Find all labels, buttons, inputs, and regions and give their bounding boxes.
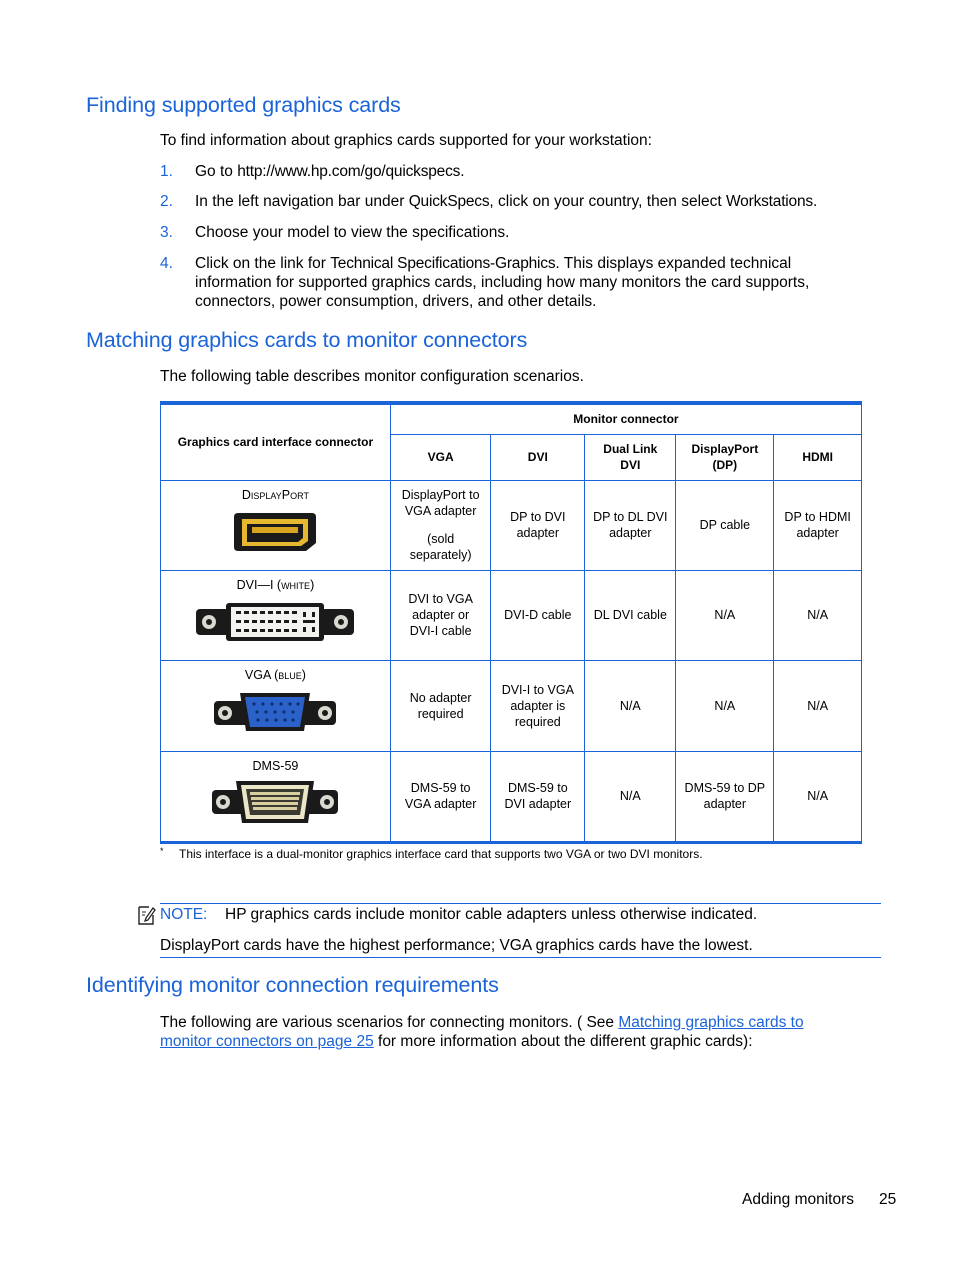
table-cell: N/A: [774, 570, 862, 660]
connector-cell-vga: [161, 660, 391, 751]
note-label: NOTE:: [160, 906, 208, 923]
sold-separately-note: (sold separately): [409, 532, 472, 562]
list-text: Go to: [195, 163, 238, 180]
heading-finding-supported-graphics-cards: Finding supported graphics cards: [86, 93, 401, 117]
quickspecs-term: QuickSpecs: [408, 193, 490, 210]
list-text: , click on your country, then select: [489, 193, 727, 210]
table-cell: N/A: [585, 660, 676, 751]
table-row: [161, 660, 862, 751]
table-cell: N/A: [676, 570, 774, 660]
workstations-term: Workstations: [726, 193, 813, 210]
list-number: 2.: [160, 193, 173, 210]
connector-table: [160, 401, 862, 844]
note-text-1: HP graphics cards include monitor cable adapters unless otherwise indicated.: [225, 906, 758, 923]
list-text: . This displays expanded technical information for supported graphics cards, including how many monitors the card supports, connectors, power consumption, drivers, and other details.: [195, 255, 810, 310]
identifying-intro: The following are various scenarios for connecting monitors. ( See Matching graphics cards to monitor connectors on page 25 for more information about the different graphic cards):: [160, 1014, 804, 1050]
table-cell: N/A: [774, 751, 862, 842]
connector-cell-dvi: [161, 570, 391, 660]
table-cell: DP to HDMI adapter: [774, 480, 862, 570]
table-cell: DP to DVI adapter: [491, 480, 585, 570]
connector-cell-displayport: [161, 480, 391, 570]
finding-intro: To find information about graphics cards supported for your workstation:: [160, 132, 652, 149]
vga-connector-icon: [212, 689, 338, 735]
corner-header: Graphics card interface connector: [161, 403, 391, 480]
note-text-2: DisplayPort cards have the highest performance; VGA graphics cards have the lowest.: [160, 937, 753, 954]
table-cell: N/A: [774, 660, 862, 751]
table-cell: DVI-D cable: [491, 570, 585, 660]
page-number: 25: [879, 1191, 897, 1208]
list-text: Click on the link for: [195, 255, 331, 272]
matching-intro: The following table describes monitor configuration scenarios.: [160, 368, 584, 385]
table-cell: No adapter required: [390, 660, 491, 751]
matching-section-link[interactable]: Matching graphics cards to monitor connectors on page 25: [160, 1014, 804, 1050]
connector-label: DisplayPort: [241, 487, 309, 502]
table-cell: DisplayPort to VGA adapter (sold separately): [390, 480, 491, 570]
col-header-vga: VGA: [390, 434, 491, 480]
footnote-mark: *: [160, 846, 164, 856]
dvi-connector-icon: [194, 599, 356, 645]
list-number: 1.: [160, 163, 173, 180]
list-text: .: [460, 163, 465, 180]
table-cell: N/A: [585, 751, 676, 842]
table-cell: DMS-59 to VGA adapter: [390, 751, 491, 842]
footer-section-title: Adding monitors: [742, 1191, 855, 1208]
connector-label: VGA (blue): [244, 667, 306, 682]
col-header-dual-link-dvi: Dual Link DVI: [585, 434, 676, 480]
quickspecs-url: http://www.hp.com/go/quickspecs: [237, 163, 461, 180]
list-number: 4.: [160, 255, 173, 272]
list-text: Choose your model to view the specifications.: [195, 224, 510, 241]
col-header-dvi: DVI: [491, 434, 585, 480]
dms59-connector-icon: [210, 778, 340, 826]
table-cell: DVI to VGA adapter or DVI-I cable: [390, 570, 491, 660]
list-text: In the left navigation bar under: [195, 193, 409, 210]
displayport-connector-icon: [230, 509, 320, 555]
table-row: [161, 570, 862, 660]
monitor-connector-header: Monitor connector: [390, 403, 861, 434]
col-header-displayport: DisplayPort (DP): [676, 434, 774, 480]
table-cell: DMS-59 to DP adapter: [676, 751, 774, 842]
connector-label: DMS-59: [252, 758, 299, 773]
table-cell: DP to DL DVI adapter: [585, 480, 676, 570]
table-cell: DMS-59 to DVI adapter: [491, 751, 585, 842]
table-row: [161, 480, 862, 570]
connector-label: DVI—I (white): [236, 577, 315, 592]
heading-matching-graphics-cards: Matching graphics cards to monitor connectors: [86, 328, 528, 352]
note-pencil-icon: [137, 904, 157, 926]
list-number: 3.: [160, 224, 173, 241]
list-text: .: [812, 193, 818, 210]
col-header-hdmi: HDMI: [774, 434, 862, 480]
table-cell: DVI-I to VGA adapter is required: [491, 660, 585, 751]
heading-identifying-requirements: Identifying monitor connection requirements: [86, 973, 499, 997]
table-cell: DP cable: [676, 480, 774, 570]
table-cell: DL DVI cable: [585, 570, 676, 660]
tech-specs-graphics-term: Technical Specifications-Graphics: [330, 255, 556, 272]
table-cell: N/A: [676, 660, 774, 751]
note-bottom-rule: [160, 957, 881, 958]
table-footnote: This interface is a dual-monitor graphics interface card that supports two VGA or two DVI monitors.: [179, 847, 703, 861]
note-top-rule: [160, 903, 881, 904]
table-row: [161, 751, 862, 842]
connector-cell-dms59: [161, 751, 391, 842]
